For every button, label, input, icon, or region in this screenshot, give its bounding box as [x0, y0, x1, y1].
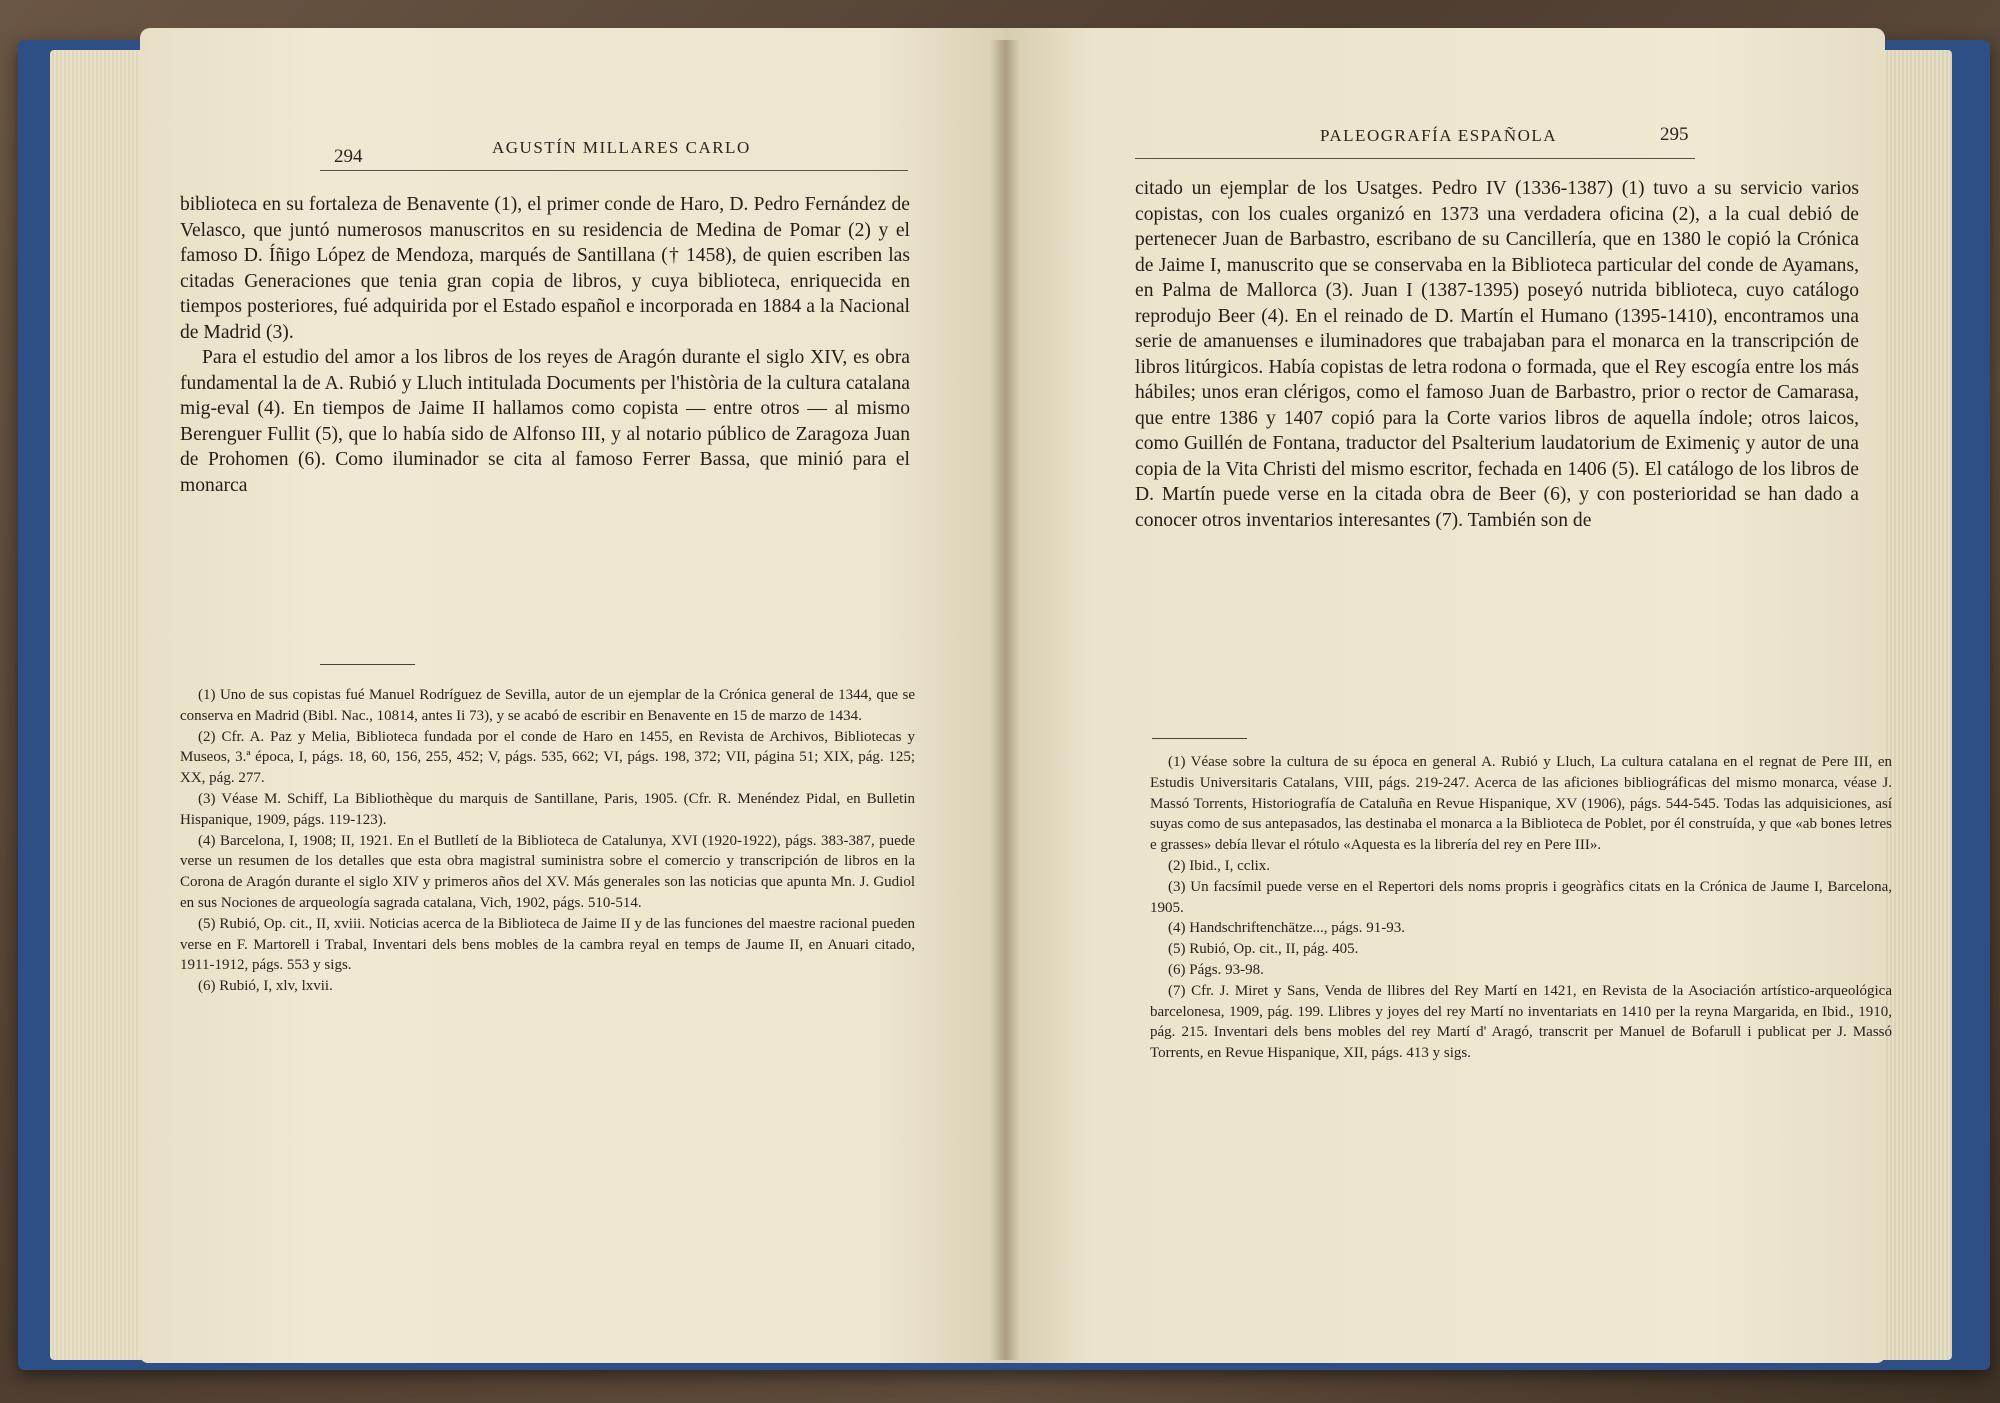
right-footnote-5: (5) Rubió, Op. cit., II, pág. 405. — [1168, 941, 1359, 958]
left-paragraph-2: Para el estudio del amor a los libros de los reyes de Aragón durante el siglo XIV, es obra fundamental la de A. Rubió y Lluch intitulada Documents per l'història de la cultura catalana mig-eval (4). En tiempos de Jaime II hallamos como copista — entre otros — al mismo Berenguer Fullit (5), que lo había sido de Alfonso III, y al notario público de Zaragoza Juan de Prohomen (6). Como iluminador se cita al famoso Ferrer Bassa, que minió para el monarca — [180, 347, 910, 496]
right-head-rule — [1135, 158, 1695, 159]
right-footnote-7: (7) Cfr. J. Miret y Sans, Venda de llibres del Rey Martí en 1421, en Revista de la Asociación artístico-arqueológica barcelonesa, 1909, pág. 199. Llibres y joyes del rey Martí no inventariats en 1410 per la reyna Margarida, en Ibid., 1910, pág. 215. Inventari dels bens mobles del rey Martí d' Aragó, transcrit per Manuel de Bofarull i publicat per J. Massó Torrents, en Revue Hispanique, XII, págs. 413 y sigs. — [1150, 982, 1892, 1062]
left-footnote-rule — [320, 664, 415, 665]
left-footnote-3: (3) Véase M. Schiff, La Bibliothèque du marquis de Santillane, Paris, 1905. (Cfr. R. Menéndez Pidal, en Bulletin Hispanique, 1909, págs. 119-123). — [180, 790, 915, 828]
right-body-text — [1135, 176, 1859, 533]
right-running-head: PALEOGRAFÍA ESPAÑOLA — [1320, 126, 1558, 145]
right-footnote-4: (4) Handschriftenchätze..., págs. 91-93. — [1168, 920, 1405, 937]
left-footnotes — [180, 685, 915, 997]
left-footnote-1: (1) Uno de sus copistas fué Manuel Rodríguez de Sevilla, autor de un ejemplar de la Crónica general de 1344, que se conserva en Madrid (Bibl. Nac., 10814, antes Ii 73), y se acabó de escribir en Benavente en 15 de marzo de 1434. — [180, 687, 915, 724]
left-footnote-5: (5) Rubió, Op. cit., II, xviii. Noticias acerca de la Biblioteca de Jaime II y de las funciones del maestre racional pueden verse en F. Martorell i Trabal, Inventari dels bens mobles de la cambra reyal en temps de Jaume II, en Anuari citado, 1911-1912, págs. 553 y sigs. — [180, 915, 915, 974]
left-footnote-2: (2) Cfr. A. Paz y Melia, Biblioteca fundada por el conde de Haro en 1455, en Revista de Archivos, Bibliotecas y Museos, 3.ª época, I, págs. 18, 60, 156, 255, 452; V, págs. 535, 662; VI, págs. 198, 372; VII, página 51; XIX, pág. 125; XX, pág. 277. — [180, 728, 915, 787]
left-footnote-4: (4) Barcelona, I, 1908; II, 1921. En el Butlletí de la Biblioteca de Catalunya, XVI (1920-1922), págs. 383-387, puede verse un resumen de los detalles que esta obra magistral suministra sobre el comercio y transcripción de libros en la Corona de Aragón durante el siglo XIV y primeros años del XV. Más generales son las noticias que apunta Mn. J. Gudiol en sus Nociones de arqueología sagrada catalana, Vich, 1902, págs. 510-514. — [180, 832, 915, 911]
page-edges-right — [1880, 50, 1952, 1360]
right-footnote-3: (3) Un facsímil puede verse en el Repertori dels noms propris i geogràfics citats en la Crónica de Jaume I, Barcelona, 1905. — [1150, 878, 1892, 916]
left-footnote-6: (6) Rubió, I, xlv, lxvii. — [198, 978, 333, 995]
right-footnote-6: (6) Págs. 93-98. — [1168, 961, 1264, 978]
left-paragraph-1: biblioteca en su fortaleza de Benavente (1), el primer conde de Haro, D. Pedro Fernández de Velasco, que juntó numerosos manuscritos en su residencia de Medina de Pomar (2) y el famoso D. Íñigo López de Mendoza, marqués de Santillana († 1458), de quien escriben las citadas Generaciones que tenia gran copia de libros, y cuya biblioteca, enriquecida en tiempos posteriores, fué adquirida por el Estado español e incorporada en 1884 a la Nacional de Madrid (3). — [180, 194, 910, 343]
right-footnotes — [1150, 752, 1892, 1064]
right-footnote-1: (1) Véase sobre la cultura de su época en general A. Rubió y Lluch, La cultura catalana en el regnat de Pere III, en Estudis Universitaris Catalans, VIII, págs. 219-247. Acerca de las aficiones bibliográficas del mismo monarca, véase J. Massó Torrents, Historiografía de Cataluña en Revue Hispanique, XV (1906), págs. 544-545. Todas las adquisiciones, así suyas como de sus antepasados, las destinaba el monarca a la Biblioteca de Poblet, por él construída, y que «ab bones letres e grasses» debía llevar el rótulo «Aquesta es la librería del rey en Pere III». — [1150, 754, 1892, 854]
right-footnote-rule — [1152, 738, 1247, 739]
right-paragraph-1: citado un ejemplar de los Usatges. Pedro IV (1336-1387) (1) tuvo a su servicio varios copistas, con los cuales organizó en 1373 una verdadera oficina (2), a la cual debió de pertenecer Juan de Barbastro, escribano de su Cancillería, que en 1380 le copió la Crónica de Jaime I, manuscrito que se conservaba en la Biblioteca particular del conde de Ayamans, en Palma de Mallorca (3). Juan I (1387-1395) poseyó nutrida biblioteca, cuyo catálogo reprodujo Beer (4). En el reinado de D. Martín el Humano (1395-1410), encontramos una serie de amanuenses e iluminadores que trabajaban para el monarca en la transcripción de libros litúrgicos. Había copistas de letra rodona o formada, que el Rey escogía entre los más hábiles; unos eran clérigos, como el famoso Juan de Barbastro, prior o rector de Camarasa, que entre 1386 y 1407 copió para la Corte varios libros de aquella índole; otros laicos, como Guillén de Fontana, traductor del Psalterium laudatorium de Eximeniç y autor de una copia de la Vita Christi del mismo escritor, fechada en 1406 (5). El catálogo de los libros de D. Martín puede verse en la citada obra de Beer (6), y con posterioridad se han dado a conocer otros inventarios interesantes (7). También son de — [1135, 178, 1859, 531]
left-page-number: 294 — [334, 146, 363, 167]
right-footnote-2: (2) Ibid., I, ccliх. — [1168, 857, 1271, 874]
left-body-text — [180, 192, 910, 498]
left-running-head: AGUSTÍN MILLARES CARLO — [492, 138, 751, 157]
book-gutter — [990, 40, 1020, 1360]
left-head-rule — [320, 170, 908, 171]
right-page-number: 295 — [1660, 124, 1689, 145]
